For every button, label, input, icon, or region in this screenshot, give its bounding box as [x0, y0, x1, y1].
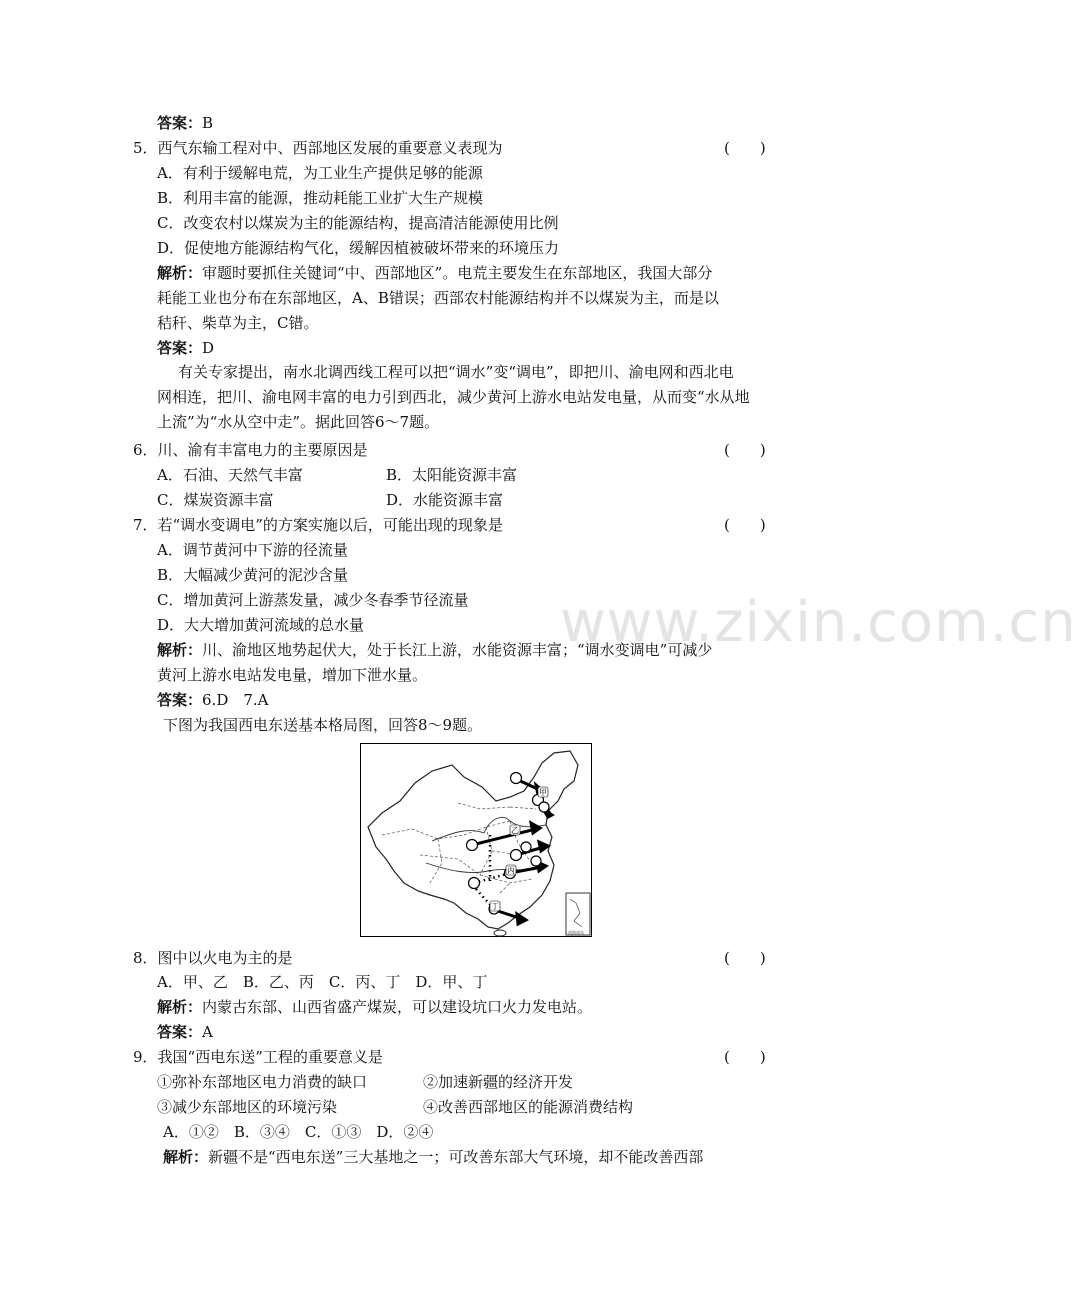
- q9-options: A．①② B．③④ C．①③ D．②④: [163, 1123, 434, 1141]
- q6-option-a: A．石油、天然气丰富: [157, 466, 303, 484]
- q5-option-c: C．改变农村以煤炭为主的能源结构，提高清洁能源使用比例: [157, 214, 559, 232]
- q7-option-d: D．大大增加黄河流域的总水量: [157, 616, 365, 634]
- map-frame: [361, 744, 592, 937]
- question-number: 6．: [133, 441, 158, 459]
- q9-answer-blank: ( ): [724, 1048, 766, 1066]
- watermark: www.zixin.com.cn: [560, 590, 1077, 655]
- q5-option-b: B．利用丰富的能源，推动耗能工业扩大生产规模: [157, 189, 484, 207]
- question-text: 图中以火电为主的是: [157, 949, 293, 967]
- q8-analysis: [157, 997, 592, 1017]
- analysis-label: 解析：: [157, 264, 203, 282]
- q5-answer: [157, 338, 214, 358]
- q6-stem: [133, 440, 368, 460]
- q9-item-4: ④改善西部地区的能源消费结构: [423, 1098, 634, 1116]
- answer-label: 答案：: [157, 114, 203, 132]
- passage-67-line-2: 网相连，把川、渝电网丰富的电力引到西北，减少黄河上游水电站发电量，从而变“水从地: [157, 388, 750, 406]
- station-8: [531, 856, 541, 866]
- q7-analysis-line-1: [157, 640, 712, 660]
- question-number: 5．: [133, 139, 158, 157]
- q5-analysis-line-2: 耗能工业也分布在东部地区，A、B错误；西部农村能源结构并不以煤炭为主，而是以: [157, 289, 719, 307]
- answer-label: 答案：: [157, 1023, 203, 1041]
- q9-item-3: ③减少东部地区的环境污染: [157, 1098, 338, 1116]
- q8-options: A．甲、乙 B．乙、丙 C．丙、丁 D．甲、丁: [157, 973, 488, 991]
- question-text: 西气东输工程对中、西部地区发展的重要意义表现为: [157, 139, 503, 157]
- q9-item-1: ①弥补东部地区电力消费的缺口: [157, 1073, 368, 1091]
- west-east-power-map: [360, 743, 592, 937]
- q5-option-a: A．有利于缓解电荒，为工业生产提供足够的能源: [157, 164, 483, 182]
- station-6: [521, 842, 531, 852]
- passage-67-line-1: 有关专家提出，南水北调西线工程可以把“调水”变“调电”，即把川、渝电网和西北电: [178, 363, 734, 381]
- station-3: [539, 802, 549, 812]
- analysis-label: 解析：: [163, 1148, 209, 1166]
- passage-67-line-3: 上流”为“水从空中走”。据此回答6～7题。: [157, 413, 440, 431]
- q9-stem: [133, 1047, 383, 1067]
- answer-value: D: [202, 339, 215, 357]
- q6-option-c: C．煤炭资源丰富: [157, 491, 274, 509]
- inset-label: 南海诸岛: [568, 930, 584, 935]
- q7-stem: [133, 515, 503, 535]
- station-5: [511, 850, 522, 861]
- question-number: 8．: [133, 949, 158, 967]
- q5-answer-blank: ( ): [724, 139, 766, 157]
- question-text: 我国“西电东送”工程的重要意义是: [157, 1048, 383, 1066]
- analysis-label: 解析：: [157, 998, 203, 1016]
- q6-option-d: D．水能资源丰富: [386, 491, 504, 509]
- q7-answer-blank: ( ): [724, 516, 766, 534]
- q8-answer-blank: ( ): [724, 949, 766, 967]
- q7-analysis-line-2: 黄河上游水电站发电量，增加下泄水量。: [157, 666, 428, 684]
- analysis-text: 川、渝地区地势起伏大，处于长江上游，水能资源丰富；“调水变调电”可减少: [202, 641, 713, 659]
- question-number: 7．: [133, 516, 158, 534]
- answer-label: 答案：: [157, 339, 203, 357]
- q8-answer: [157, 1022, 213, 1042]
- label-bing: 丙: [507, 866, 515, 875]
- q5-stem: [133, 138, 503, 158]
- q5-analysis-line-1: [157, 263, 712, 283]
- station-4: [467, 840, 478, 851]
- q7-option-a: A．调节黄河中下游的径流量: [157, 541, 348, 559]
- q7-answer: [157, 690, 269, 710]
- label-jia: 甲: [539, 788, 547, 797]
- answer-value: 6.D 7.A: [202, 691, 269, 709]
- q5-analysis-line-3: 秸秆、柴草为主，C错。: [157, 314, 319, 332]
- q5-option-d: D．促使地方能源结构气化，缓解因植被破坏带来的环境压力: [157, 239, 560, 257]
- analysis-text: 内蒙古东部、山西省盛产煤炭，可以建设坑口火力发电站。: [202, 998, 593, 1016]
- station-9: [469, 878, 480, 889]
- q7-option-b: B．大幅减少黄河的泥沙含量: [157, 566, 349, 584]
- q8-stem: [133, 948, 293, 968]
- q6-answer-blank: ( ): [724, 441, 766, 459]
- q9-analysis: [163, 1147, 703, 1167]
- passage-89: 下图为我国西电东送基本格局图，回答8～9题。: [163, 716, 483, 734]
- answer-value: B: [202, 114, 214, 132]
- q7-option-c: C．增加黄河上游蒸发量，减少冬春季节径流量: [157, 591, 469, 609]
- q9-item-2: ②加速新疆的经济开发: [423, 1073, 574, 1091]
- q6-option-b: B．太阳能资源丰富: [386, 466, 518, 484]
- answer-label: 答案：: [157, 691, 203, 709]
- analysis-label: 解析：: [157, 641, 203, 659]
- label-ding: 丁: [491, 902, 499, 911]
- answer-value: A: [202, 1023, 213, 1041]
- analysis-text: 新疆不是“西电东送”三大基地之一；可改善东部大气环境，却不能改善西部: [208, 1148, 704, 1166]
- q4-answer: [157, 113, 213, 133]
- question-number: 9．: [133, 1048, 158, 1066]
- south-sea-inset: [566, 893, 590, 935]
- question-text: 川、渝有丰富电力的主要原因是: [157, 441, 368, 459]
- question-text: 若“调水变调电”的方案实施以后，可能出现的现象是: [157, 516, 503, 534]
- analysis-text: 审题时要抓住关键词“中、西部地区”。电荒主要发生在东部地区，我国大部分: [202, 264, 713, 282]
- label-yi: 乙: [511, 826, 519, 835]
- station-1: [511, 773, 522, 784]
